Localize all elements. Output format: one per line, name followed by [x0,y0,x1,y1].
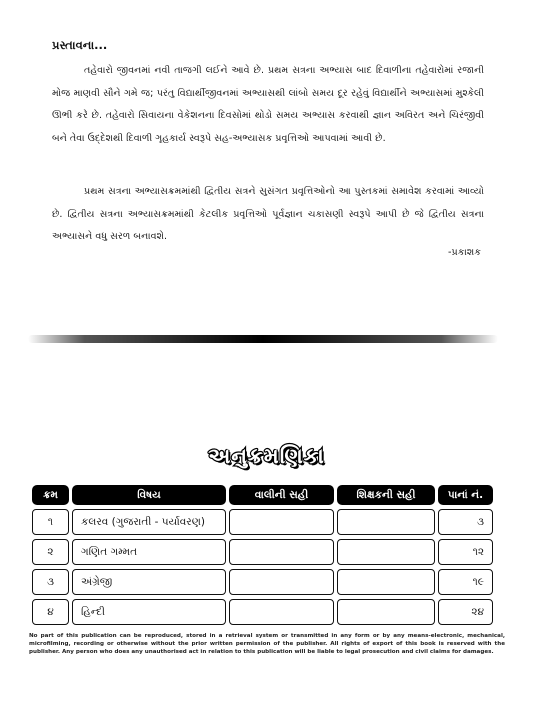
header-teacher-signature: શિક્ષકની સહી [337,485,435,505]
row-subject: અંગ્રેજી [72,569,226,595]
index-title: અનુક્રમણિકા [208,444,325,468]
row-page-number: ૩ [438,509,493,535]
index-header-row [32,485,496,505]
header-number: ક્રમ [32,485,69,505]
parent-signature-box [229,509,334,535]
teacher-signature-box [337,539,435,565]
table-row [32,539,496,565]
row-number: ૧ [32,509,69,535]
preface-heading: પ્રસ્તાવના... [52,38,108,52]
preface-paragraph-2: પ્રથમ સત્રના અભ્યાસક્રમમાંથી દ્વિતીય સત્રને સુસંગત પ્રવૃત્તિઓનો આ પુસ્તકમાં સમાવેશ કરવામાં આવ્યો છે. દ્વિતીય સત્રના અભ્યાસક્રમમાંથી કેટલીક પ્રવૃત્તિઓ પૂર્વજ્ઞાન ચકાસણી સ્વરૂપે આપી છે જે દ્વિતીય સત્રના અભ્યાસને વધુ સરળ બનાવશે. [52,186,484,242]
publisher-signature: -પ્રકાશક [448,247,481,258]
table-row [32,599,496,625]
header-page-number: પાનાં નં. [438,485,493,505]
header-parent-signature: વાલીની સહી [229,485,334,505]
header-subject: વિષય [72,485,226,505]
row-page-number: ૧૨ [438,539,493,565]
row-number: ૩ [32,569,69,595]
parent-signature-box [229,569,334,595]
row-subject: ગણિત ગમ્મત [72,539,226,565]
teacher-signature-box [337,599,435,625]
section-divider [28,335,498,343]
row-subject: હિન્દી [72,599,226,625]
row-subject: કલરવ (ગુજરાતી - પર્યાવરણ) [72,509,226,535]
table-row [32,509,496,535]
teacher-signature-box [337,569,435,595]
preface-paragraph-1: તહેવારો જીવનમાં નવી તાજગી લઈને આવે છે. પ્રથમ સત્રના અભ્યાસ બાદ દિવાળીના તહેવારોમાં રજાની મોજ માણવી સૌને ગમે જ; પરંતુ વિદ્યાર્થીજીવનમાં અભ્યાસથી લાંબો સમય દૂર રહેવું વિદ્યાર્થીને અભ્યાસમાં મુશ્કેલી ઊભી કરે છે. તહેવારો સિવાયના વેકેશનના દિવસોમાં થોડો સમય અભ્યાસ કરવાથી જ્ઞાન અવિરત અને ચિરંજીવી બને તેવા ઉદ્દેશથી દિવાળી ગૃહકાર્ય સ્વરૂપે સહ-અભ્યાસક પ્રવૃત્તિઓ આપવામાં આવી છે. [52,65,484,144]
parent-signature-box [229,599,334,625]
index-table [32,485,496,629]
copyright-notice: No part of this publication can be reproduced, stored in a retrieval system or transmitted in any form or by any means-electronic, mechanical, microfilming, recording or otherwise without the prior written permission of the publisher. All rights of export of this book is reserved with the publisher. Any person who does any unauthorised act in relation to this publication will be liable to legal prosecution and civil claims for damages. [29,633,505,655]
row-page-number: ૧૯ [438,569,493,595]
parent-signature-box [229,539,334,565]
teacher-signature-box [337,509,435,535]
table-row [32,569,496,595]
row-page-number: ૨૪ [438,599,493,625]
row-number: ૨ [32,539,69,565]
row-number: ૪ [32,599,69,625]
